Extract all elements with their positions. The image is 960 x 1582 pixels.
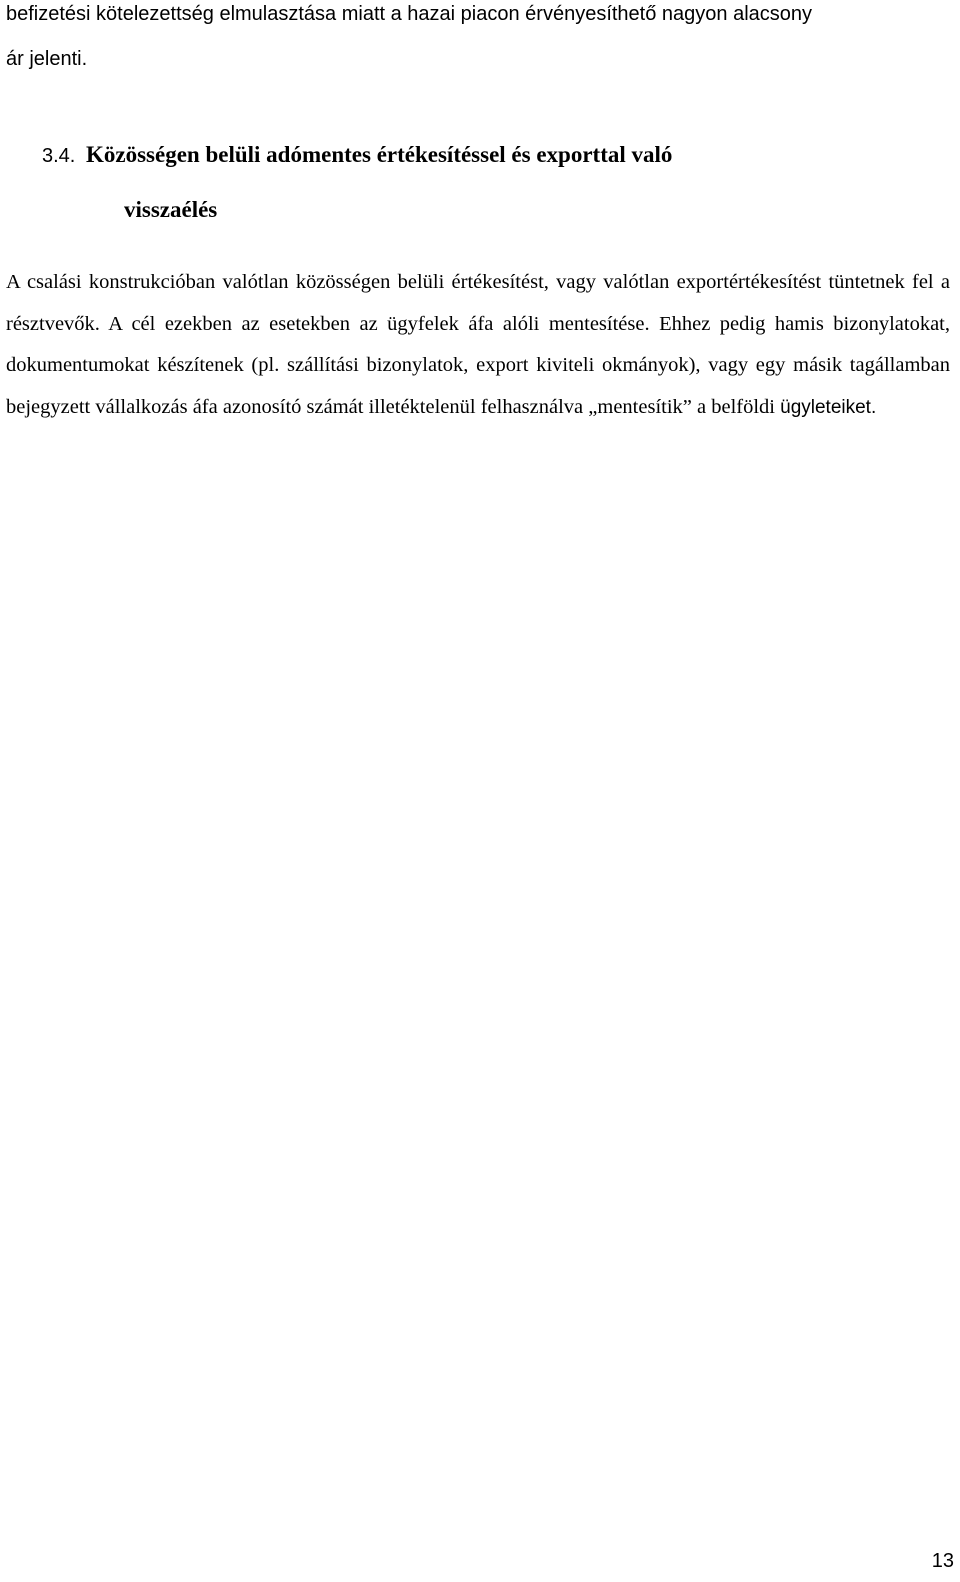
body-paragraph xyxy=(6,262,950,428)
section-title-line-2: visszaélés xyxy=(124,197,218,222)
section-number: 3.4. xyxy=(42,145,76,167)
body-paragraph-tail: ügyleteiket. xyxy=(780,396,877,418)
intro-line-2: ár jelenti. xyxy=(6,48,88,70)
page-number: 13 xyxy=(931,1550,954,1572)
body-paragraph-text: A csalási konstrukcióban valótlan közösségen belüli értékesítést, vagy valótlan exportértékesítést tüntetnek fel a résztvevők. A cél ezekben az esetekben az ügyfelek áfa alóli mentesítése. Ehhez pedig hamis bizonylatokat, dokumentumokat készítenek (pl. szállítási bizonylatok, export kiviteli okmányok), vagy egy másik tagállamban bejegyzett vállalkozás áfa azonosító számát illetéktelenül felhasználva „mentesítik” a belföldi xyxy=(6,271,950,418)
section-heading xyxy=(6,128,956,237)
intro-line-1: befizetési kötelezettség elmulasztása miatt a hazai piacon érvényesíthető nagyon alacsony xyxy=(6,3,813,25)
intro-paragraph xyxy=(6,0,956,82)
section-title-line-1: Közösségen belüli adómentes értékesítéssel és exporttal való xyxy=(86,142,673,167)
